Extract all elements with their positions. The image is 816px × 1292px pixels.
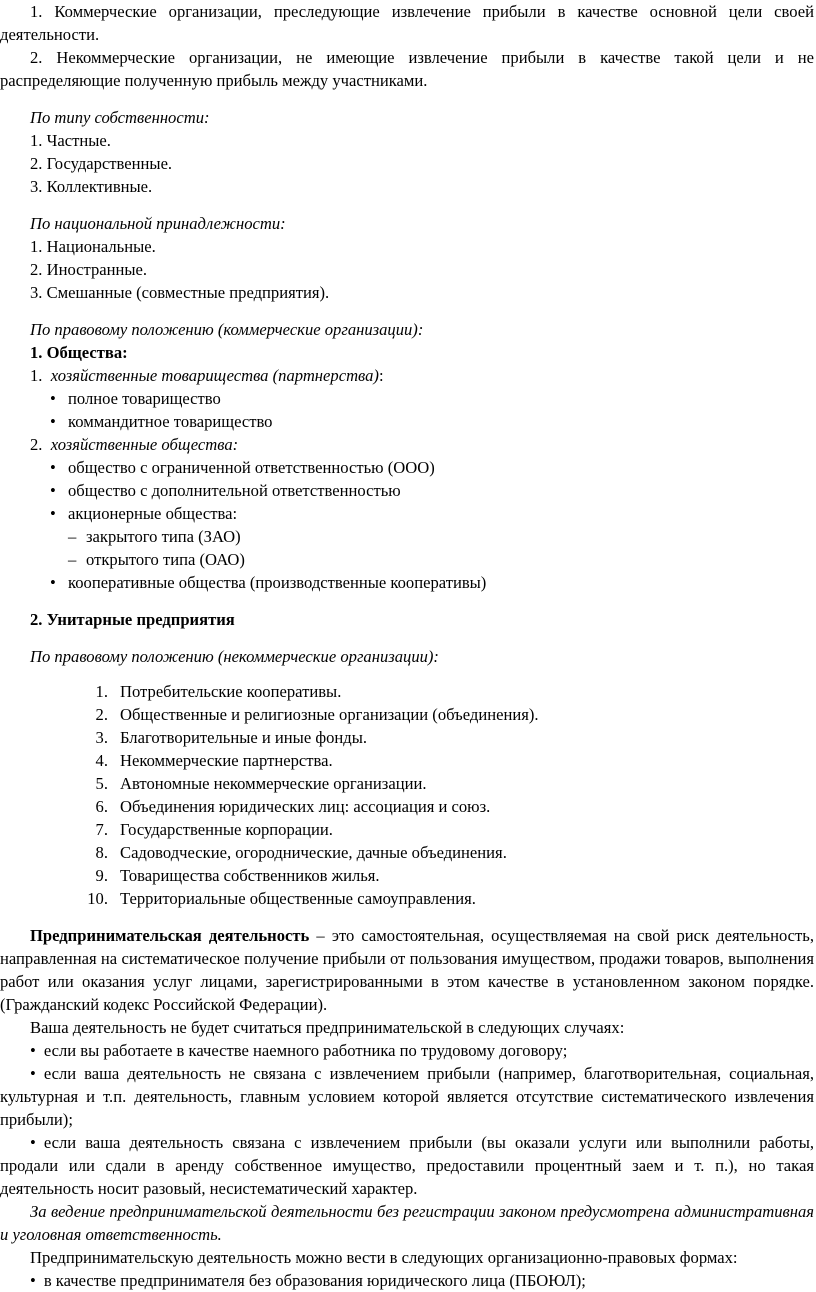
- partnerships-num: 1.: [30, 366, 43, 385]
- list-item: • акционерные общества:: [50, 504, 238, 523]
- companies-title-line: [0, 433, 814, 456]
- companies-title: хозяйственные общества:: [50, 435, 239, 454]
- list-item: 10. Территориальные общественные самоуправления.: [87, 889, 476, 908]
- ownership-item: 2. Государственные.: [30, 154, 173, 173]
- bullet-icon: •: [50, 458, 56, 477]
- intro-noncommercial: 2. Некоммерческие организации, не имеющие извлечение прибыли в качестве такой цели и не распределяющие полученную прибыль между участниками.: [0, 48, 814, 90]
- dash-icon: –: [68, 527, 77, 546]
- nationality-item: 1. Национальные.: [30, 237, 156, 256]
- list-item: • кооперативные общества (производственные кооперативы): [50, 573, 487, 592]
- list-item: 4. Некоммерческие партнерства.: [95, 751, 333, 770]
- societies-title: 1. Общества:: [30, 343, 128, 362]
- entrepreneurship-term: Предпринимательская деятельность: [30, 926, 310, 945]
- bullet-icon: •: [30, 1271, 36, 1290]
- commercial-heading: По правовому положению (коммерческие организации):: [30, 320, 424, 339]
- bullet-icon: •: [50, 389, 56, 408]
- list-item: 3. Благотворительные и иные фонды.: [95, 728, 368, 747]
- companies-num: 2.: [30, 435, 43, 454]
- forms-intro: Предпринимательскую деятельность можно вести в следующих организационно-правовых формах:: [30, 1248, 738, 1267]
- bullet-icon: •: [50, 504, 56, 523]
- list-item: 1. Потребительские кооперативы.: [95, 682, 342, 701]
- list-item: • коммандитное товарищество: [50, 412, 273, 431]
- list-item: • если ваша деятельность связана с извлечением прибыли (вы оказали услуги или выполнили работы, продали или сдали в аренду собственное имущество, предоставили процентный заем и т. п.), но такая деятельность носит разовый, несистематический характер.: [0, 1133, 814, 1198]
- nationality-item: 2. Иностранные.: [30, 260, 148, 279]
- not-cases-intro: Ваша деятельность не будет считаться предпринимательской в следующих случаях:: [30, 1018, 625, 1037]
- bullet-icon: •: [50, 481, 56, 500]
- list-item: 5. Автономные некоммерческие организации.: [95, 774, 427, 793]
- partnerships-title: хозяйственные товарищества (партнерства): [50, 366, 379, 385]
- list-item: • общество с дополнительной ответственностью: [50, 481, 401, 500]
- bullet-icon: •: [50, 412, 56, 431]
- list-item: 7. Государственные корпорации.: [95, 820, 333, 839]
- entrepreneurship-definition: Предпринимательская деятельность – это самостоятельная, осуществляемая на свой риск деятельность, направленная на систематическое получение прибыли от пользования имуществом, продажи товаров, выполнения работ или оказания услуг лицами, зарегистрированными в этом качестве в установленном законом порядке. (Гражданский кодекс Российской Федерации).: [0, 926, 815, 1014]
- bullet-icon: •: [30, 1041, 36, 1060]
- noncommercial-list: [0, 680, 814, 910]
- list-item: • если вы работаете в качестве наемного работника по трудовому договору;: [30, 1041, 568, 1060]
- list-item: 2. Общественные и религиозные организации (объединения).: [95, 705, 539, 724]
- bullet-icon: •: [30, 1133, 36, 1152]
- list-item: 6. Объединения юридических лиц: ассоциация и союз.: [95, 797, 491, 816]
- partnerships-colon: :: [378, 366, 384, 385]
- list-item: – открытого типа (ОАО): [68, 550, 245, 569]
- list-item: – закрытого типа (ЗАО): [68, 527, 241, 546]
- list-item: 9. Товарищества собственников жилья.: [95, 866, 380, 885]
- list-item: • в качестве предпринимателя без образования юридического лица (ПБОЮЛ);: [30, 1271, 586, 1290]
- bullet-icon: •: [50, 573, 56, 592]
- bullet-icon: •: [30, 1064, 36, 1083]
- list-item: 8. Садоводческие, огороднические, дачные объединения.: [95, 843, 507, 862]
- list-item: • общество с ограниченной ответственностью (ООО): [50, 458, 435, 477]
- ownership-item: 1. Частные.: [30, 131, 111, 150]
- nationality-item: 3. Смешанные (совместные предприятия).: [30, 283, 330, 302]
- list-item: • если ваша деятельность не связана с извлечением прибыли (например, благотворительная, социальная, культурная и т.п. деятельность, главным условием которой является отсутствие систематического извлечения прибыли);: [0, 1064, 814, 1129]
- unitary-title: 2. Унитарные предприятия: [30, 610, 235, 629]
- liability-note: За ведение предпринимательской деятельности без регистрации законом предусмотрена административная и уголовная ответственность.: [0, 1202, 814, 1244]
- noncommercial-heading: По правовому положению (некоммерческие организации):: [30, 647, 439, 666]
- nationality-heading: По национальной принадлежности:: [30, 214, 286, 233]
- ownership-item: 3. Коллективные.: [30, 177, 153, 196]
- dash-icon: –: [68, 550, 77, 569]
- intro-commercial: 1. Коммерческие организации, преследующие извлечение прибыли в качестве основной цели своей деятельности.: [0, 2, 814, 44]
- ownership-heading: По типу собственности:: [30, 108, 210, 127]
- list-item: • полное товарищество: [50, 389, 221, 408]
- partnerships-title-line: [0, 364, 814, 387]
